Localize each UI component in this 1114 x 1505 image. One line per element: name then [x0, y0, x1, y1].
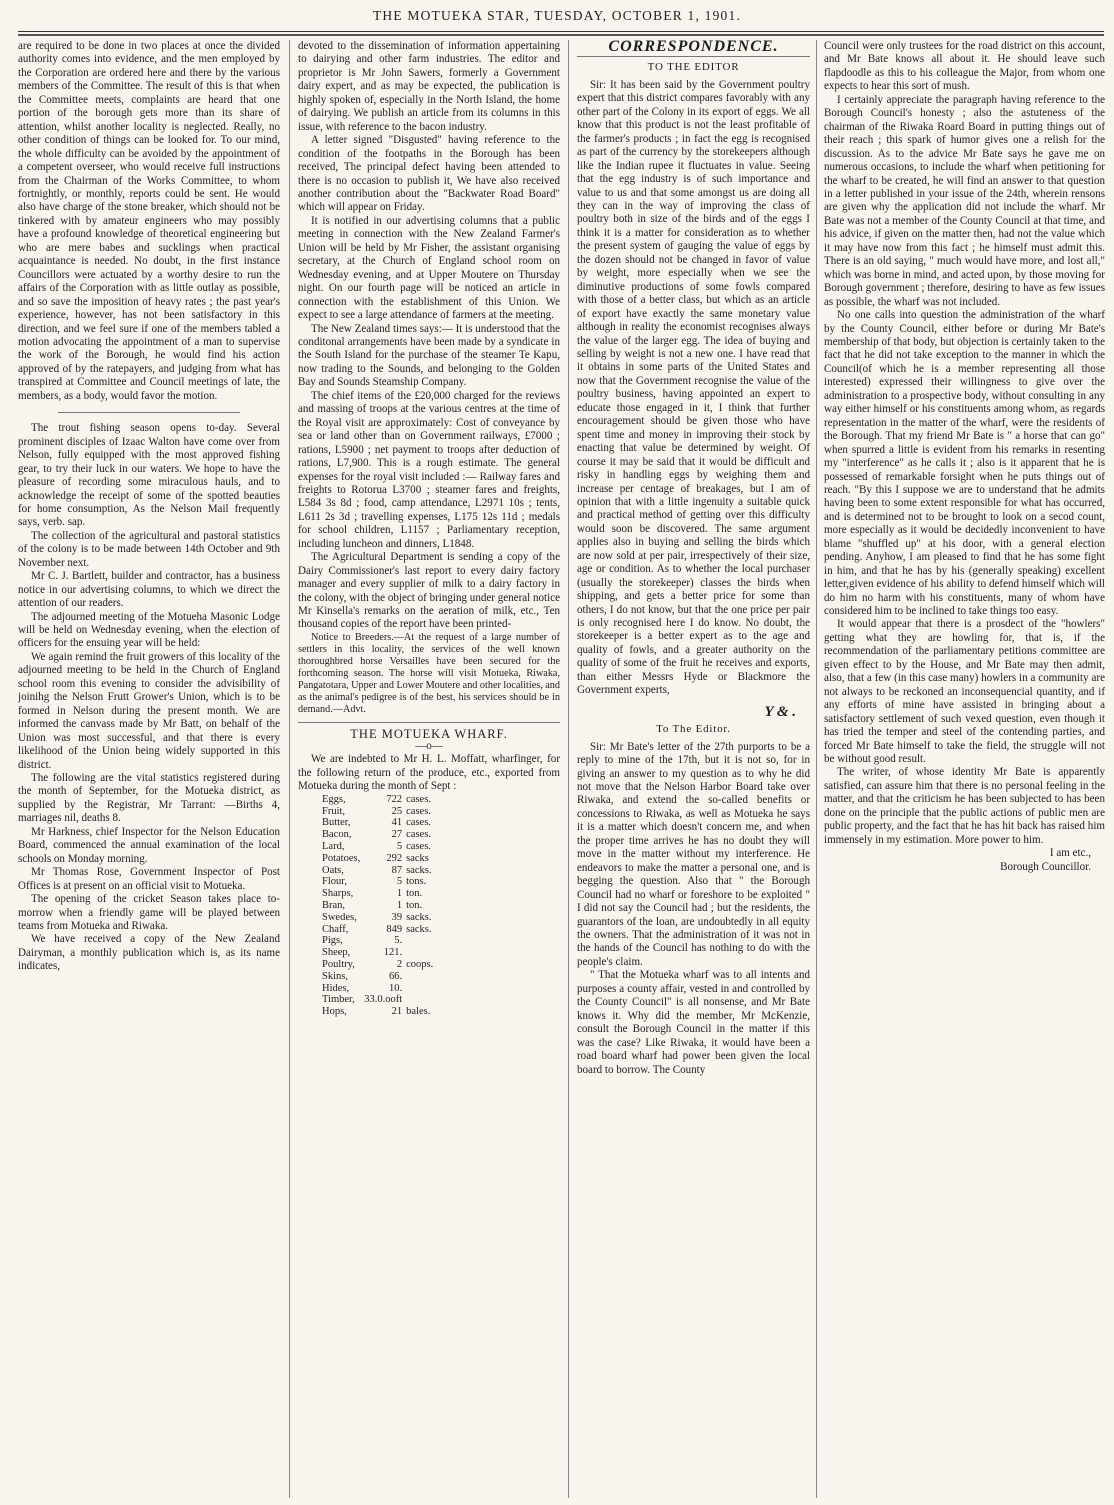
export-qty: 292 [386, 852, 403, 864]
export-unit [406, 994, 437, 1006]
letter-paragraph: I certainly appreciate the paragraph having reference to the Borough Council's honesty ; also the astuteness of the chairman of the Riwaka Roard Board in putting things out of their reach ; this spark of humor gives one a relish for the discussion. As to the advice Mr Bate says he gave me on numerous occasions, to include the wharf when petitioning for the wharf to be created, he will find an answer to that question in a letter published in your issue of the 24th, wherein rensons are given why the application did not include the wharf. Mr Bate was not a member of the County Council at that time, and his advice, if given on the matter then, had not the value which it may have now from this fact ; he himself must admit this. There is an old saying, " much would have more, and lost all," which was borne in mind, and acted upon, by those moving for Borough government ; therefore, desiring to have as few issues as possible, the wharf was not included. [824, 93, 1105, 308]
export-unit: cases. [406, 840, 431, 852]
wharf-heading: THE MOTUEKA WHARF. [298, 722, 560, 741]
export-qty: 39 [391, 911, 403, 923]
export-item: Skins, [322, 970, 348, 982]
letter-paragraph: " That the Motueka wharf was to all intents and purposes a county affair, vested in and controlled by the County Council" is all nonsense, and Mr Bate knows it. Why did the member, Mr McKenzie, consult the Borough Council in the matter if this was the case? Like Riwaka, it would have been a road board wharf had power been given the local board to borrow. The County [577, 969, 810, 1076]
masthead-rule-thick [18, 34, 1104, 36]
export-qty: 2 [396, 958, 403, 970]
export-item: Eggs, [322, 793, 346, 805]
export-qty: 41 [391, 817, 403, 829]
export-item: Sheep, [322, 947, 351, 959]
masthead: THE MOTUEKA STAR, TUESDAY, OCTOBER 1, 1901. [372, 8, 742, 23]
export-item: Swedes, [322, 911, 357, 923]
export-row [322, 924, 437, 936]
export-item: Lard, [322, 840, 345, 852]
export-item: Oats, [322, 864, 344, 876]
letter-paragraph: Sir: It has been said by the Government poultry expert that this district compares favorably with any other part of the Colony in its export of eggs. We all know that this product is not the least profitable of the farmer's products ; in fact the egg is recognised as part of the currency by the storekeepers although like the Indian rupee it fluctuates in value. Seeing that the egg industry is of such importance and value to us and that some amongst us are doing all they can in the way of improving the class of poultry both in size of the birds and of the eggs I think it is a matter for consideration as to whether the present system of gauging the value of eggs by the dozen should not be changed in favor of value by weight, more especially when we see the diminutive productions of some fowls compared with those of a better class, but which as an article of export have exactly the same monetary value although in reality the economist recognises always the value of the larger egg. The idea of buying and selling by weight is not a new one. I have read that it obtains in some parts of the United States and now that the Government recognise the value of the poultry business, having appointed an expert to educate those engaged in it, I think that further encouragement should be given those who have spent time and money in improving their stock by enacting that value be determined by weight. Of course it may be said that it would be difficult and risky in handling eggs by weighing them and increase per centage of breakages, but I am of opinion that with a little ingenuity a suitable quick and practical method of getting over this difficulty would soon be discovered. The same argument applies also in buying and selling the birds which are now sold at per pair, irrespectively of their size, age or condition. As to whether the local purchaser (usually the storekeeper) classes the birds when shipping, and gets a better price for some than others, I do not know, but that the one price per pair is only recognised here I do know. No doubt, the storekeeper is a better expert as to the age and quality of fowls, and a greater authority on the quality of some of the fruit he receives and exports, than either Messrs Hyde or Blackmore the Government experts, [577, 78, 810, 697]
column-divider [289, 40, 290, 1498]
export-item: Bacon, [322, 829, 352, 841]
export-row [322, 947, 437, 959]
letter-paragraph: The writer, of whose identity Mr Bate is apparently satisfied, can assure him that there is no personal feeling in the matter, and that the criticism he has been subjected to has been done on the principle that the public actions of public men are public property, and the fact that he has hit back has raised him immensely in my estimation. More power to him. [824, 766, 1105, 846]
export-unit: sacks. [406, 864, 432, 876]
export-qty: 33.0.ooft [364, 994, 403, 1006]
news-item: A letter signed "Disgusted" having reference to the condition of the footpaths in the Borough has been received, The principal defect having been attended to there is no occasion to publish it, We have also received another contribution about the "Backwater Road Board" which will appear on Friday. [298, 134, 560, 214]
export-qty: 121. [383, 947, 403, 959]
letter-closing: I am etc., [1049, 847, 1091, 860]
export-unit: cases. [406, 817, 431, 829]
news-item: The trout fishing season opens to-day. Several prominent disciples of Izaac Walton have come over from Nelson, fully equipped with the most approved fishing gear, to try their luck in our waters. We hope to have the pleasure of recording some miraculous hauls, and to acknowledge the receipt of some of the spotted beauties for home consumption, As the Nelson Mail frequently says, verb. sap. [18, 422, 280, 529]
news-item: We again remind the fruit growers of this locality of the adjourned meeting to be held in the Church of England school room this evening to consider the advisibility of joinihg the Nelson Frutt Grower's Union, which is to be formed in Nelson during the present month. We are informed the canvass made by Mr Batt, on behalf of the Union was most successful, and that there is every likelihood of the Union being widely supported in this district. [18, 650, 280, 771]
article-paragraph: are required to be done in two places at once the divided authority comes into evidence, and the men employed by the Corporation are ordered here and there by the various members of the Committee. The result of this is that when the Committee meets, complaints are heard that one portion of the borough gets more than its share of attention, whilst another locality is neglected. Really, no other condition of things can be looked for. To our mind, the whole difficulty can be avoided by the appointment of a competent overseer, who would receive full instructions from the Chairman of the Works Committee, to whom fortnightly, or monthly, reports could be sent. He would also have charge of the stone breaker, which should not be tinkered with by amateur engineers who may possibly have a profound knowledge of theoretical engineering but who are mere babes and sucklings when practical acquaintance is needed. No doubt, in the first instance Councillors were actuated by a worthy desire to run the affairs of the Corporation with as little outlay as possible, and so save the imposition of heavy rates ; the past year's experience, however, has not been satisfactory in this direction, and we feel sure if one of the members tabled a motion advocating the appointment of a man to supervise the work of the Borough, he would find his action approved of by the ratepayers, and judging from what has transpired at Committee and Council meetings of late, the members, as a body, would favor the motion. [18, 40, 280, 402]
export-row [322, 829, 437, 841]
export-unit: cases. [406, 805, 431, 817]
export-row [322, 794, 437, 806]
export-item: Fruit, [322, 805, 346, 817]
export-qty: 27 [391, 829, 403, 841]
export-row [322, 959, 437, 971]
export-unit: cases. [406, 829, 431, 841]
export-item: Bran, [322, 899, 346, 911]
news-item: The opening of the cricket Season takes place to-morrow when a friendly game will be played between teams from Motueka and Riwaka. [18, 893, 280, 932]
section-divider [58, 412, 240, 413]
to-editor-heading: To The Editor. [656, 723, 731, 736]
export-row [322, 935, 437, 947]
export-qty: 87 [391, 864, 403, 876]
export-unit: coops. [406, 958, 434, 970]
to-editor-heading: TO THE EDITOR [647, 61, 740, 74]
export-item: Pigs, [322, 935, 343, 947]
export-item: Flour, [322, 876, 347, 888]
export-qty: 1 [396, 899, 403, 911]
export-unit: cases. [406, 793, 431, 805]
export-qty: 21 [391, 1006, 403, 1018]
export-row [322, 900, 437, 912]
export-item: Poultry, [322, 958, 355, 970]
news-item: The following are the vital statistics registered during the month of September, for the Motueka district, as supplied by the Registrar, Mr Tarrant: —Births 4, marriages nil, deaths 8. [18, 772, 280, 825]
export-qty: 5 [396, 840, 403, 852]
wharf-intro: We are indebted to Mr H. L. Moffatt, wharfinger, for the following return of the produce, etc., exported from Motueka during the month of Sept : [298, 753, 560, 793]
letter-signature: Borough Councillor. [1000, 860, 1091, 873]
export-unit: tons. [406, 876, 427, 888]
export-qty: 5 [396, 876, 403, 888]
news-item: The Agricultural Department is sending a copy of the Dairy Commissioner's last report to every dairy factory manager and every supplier of milk to a dairy factory in the colony, with the object of bringing under general notice Mr Kinsella's remarks on the aeration of milk, etc., Ten thousand copies of the report have been printed- [298, 551, 560, 631]
column-divider [568, 40, 569, 1498]
masthead-rule [18, 31, 1104, 32]
letter-paragraph: It would appear that there is a prosdect of the "howlers" getting what they are howling for, that is, if the recommendation of the parliamentary petitions committee are given effect to by the House, and Mr Bate may then admit, also, that a few (in this case many) howlers in a community are not always to be reckoned an inconsequencial quantity, and if any efforts of mine have assisted in bringing about a satisfactory settlement of such vexed question, even though it has tried the temper and steel of the contending parties, and forced Mr Bate himself to take the field, the struggle will not be without good result. [824, 618, 1105, 766]
breeders-notice: Notice to Breeders.—At the request of a large number of settlers in this locality, the services of the well known thoroughbred horse Versailles have been secured for the forthcoming season. The horse will visit Motueka, Riwaka, Pangatotara, Upper and Lower Moutere and other localities, and as the animal's pedigree is of the best, his services should be in demand.—Advt. [298, 631, 560, 715]
news-item: Mr Harkness, chief Inspector for the Nelson Education Board, commenced the annual examination of the local schools on Monday morning. [18, 825, 280, 865]
export-row [322, 994, 437, 1006]
news-item: The collection of the agricultural and pastoral statistics of the colony is to be made between 14th October and 9th November next. [18, 529, 280, 569]
column-1 [18, 40, 280, 1498]
column-2 [298, 40, 560, 1498]
export-unit: sacks. [406, 911, 432, 923]
export-row [322, 912, 437, 924]
news-item: We have received a copy of the New Zealand Dairyman, a monthly publication which is, as its name indicates, [18, 933, 280, 973]
export-row [322, 1006, 437, 1018]
export-qty: 10. [389, 982, 403, 994]
export-item: Chaff, [322, 923, 349, 935]
export-row [322, 853, 437, 865]
export-item: Timber, [322, 994, 355, 1006]
export-row [322, 971, 437, 983]
wharf-ornament: —o— [415, 740, 443, 753]
column-divider [816, 40, 817, 1498]
export-unit [406, 971, 437, 983]
export-qty: 25 [391, 805, 403, 817]
exports-table [322, 794, 437, 1018]
export-unit [406, 983, 437, 995]
export-item: Butter, [322, 817, 351, 829]
letter-paragraph: No one calls into question the administration of the wharf by the County Council, either before or during Mr Bate's membership of that body, but objection is certainly taken to the fact that he did not take exception to the manner in which the Council(of which he is a member representing all those interested) expressed their willingness to give over the administration to a prospective body, without consulting in any way either himself or his constituents among whom, as regards representation in the matter of the wharf, were the residents of the Borough. That my friend Mr Bate is " a horse that can go" when spurred a little is evident from his remarks in resenting my "interference" as he calls it ; also is it apparent that he is possessed of remarkable forsight when he puts things out of reach. "By this I suppose we are to understand that he admits having been to some extent responsible for what has occurred, and is determined not to be brought to look on a secod count, more especially as it would be decidedly inconvenient to have blame "shuffled up" at his door, with a general election pending. Anyhow, I am pleased to find that he has some fight in him, and that he has by his (generally speaking) excellent letter,given evidence of his ability to defend himself which will do him no harm with his constituents, many of whom have considered him to be inclined to take things too easy. [824, 309, 1105, 618]
export-row [322, 806, 437, 818]
export-qty: 1 [396, 888, 403, 900]
export-item: Sharps, [322, 888, 354, 900]
news-item: It is notified in our advertising columns that a public meeting in connection with the New Zealand Farmer's Union will be held by Mr Fisher, the assistant organising secretary, at the Church of England school room on Wednesday evening, and at Upper Moutere on Thursday night. On our fourth page will be noticed an article in connection with the establishment of this Union. We expect to see a large attendance of farmers at the meeting. [298, 214, 560, 322]
news-item: Mr C. J. Bartlett, builder and contractor, has a business notice in our advertising columns, to which we direct the attention of our readers. [18, 570, 280, 610]
column-4 [824, 40, 1105, 1498]
news-item: Mr Thomas Rose, Government Inspector of Post Offices is at present on an official visit to Motueka. [18, 866, 280, 892]
export-row [322, 983, 437, 995]
export-unit: sacks. [406, 923, 432, 935]
export-unit: ton. [406, 899, 423, 911]
export-unit: ton. [406, 888, 423, 900]
column-3 [577, 40, 810, 1498]
export-row [322, 817, 437, 829]
letter-paragraph: Council were only trustees for the road district on this account, and Mr Bate knows all about it. He should leave such flapdoodle as this to his colleague the Major, from whom one expects to hear this sort of mush. [824, 40, 1105, 93]
export-qty: 66. [389, 970, 403, 982]
export-qty: 849 [386, 923, 403, 935]
export-row [322, 841, 437, 853]
export-unit [406, 935, 437, 947]
export-row [322, 888, 437, 900]
export-qty: 5. [394, 935, 403, 947]
export-row [322, 865, 437, 877]
export-item: Hides, [322, 982, 350, 994]
export-unit [406, 947, 437, 959]
export-unit: bales. [406, 1006, 431, 1018]
export-qty: 722 [386, 793, 403, 805]
news-item: The chief items of the £20,000 charged for the reviews and massing of troops at the various centres at the time of the Royal visit are approximately: Cost of conveyance by sea or land other than on Government railways, £7000 ; rations, L5900 ; net payment to troops after deduction of rations, L7,900. This is a rough estimate. The general expenses for the royal visit included :— Railway fares and freights to Rotorua L3700 ; steamer fares and freights, L584 3s 8d ; food, camp attendance, L2971 10s ; tents, L611 2s 3d ; travelling expenses, L175 12s 11d ; medals for school children, L1157 ; Parliamentary reception, including luncheon and dinners, L1848. [298, 389, 560, 550]
export-unit: sacks [406, 852, 429, 864]
correspondence-heading: CORRESPONDENCE. [577, 40, 810, 57]
news-item: The adjourned meeting of the Motueha Masonic Lodge will be held on Wednesday evening, when the election of officers for the ensuing year will be held: [18, 610, 280, 650]
news-item: The New Zealand times says:— It is understood that the conditonal arrangements have been made by a syndicate in the South Island for the purchase of the steamer Te Kapu, now trading to the Sounds, and belonging to the Golden Bay and Sounds Steamship Company. [298, 322, 560, 389]
letter-paragraph: Sir: Mr Bate's letter of the 27th purports to be a reply to mine of the 17th, but it is not so, for in giving an answer to my question as to why he did not move that the Nelson Harbor Board take over Riwaka, and extend the so-called benefits or concessions to Riwaka, as well as Motueka he says it is a matter which doesn't concern me, and when the proper time arrives he has no doubt they will move in the matter without my interference. He endeavors to make the matter a personal one, and is begging the question. Also that " the Borough Council had no wharf or foreshore to be exploited " I did not say the Council had ; but the residents, the guarantors of the loan, are undoubtedly in all equity the owners. That the administration of it was not in the hands of the Council has nothing to do with the people's claim. [577, 740, 810, 968]
news-item: devoted to the dissemination of information appertaining to dairying and other farm industries. The editor and proprietor is Mr John Sawers, formerly a Government dairy expert, and as may be expected, the publication is highly spoken of, especially in the North Island, the home of dairying. We publish an article from its columns in this issue, with reference to the bacon industry. [298, 40, 560, 133]
export-item: Hops, [322, 1006, 347, 1018]
letter-signoff: Y & . [764, 703, 796, 720]
export-row [322, 876, 437, 888]
export-item: Potatoes, [322, 852, 361, 864]
